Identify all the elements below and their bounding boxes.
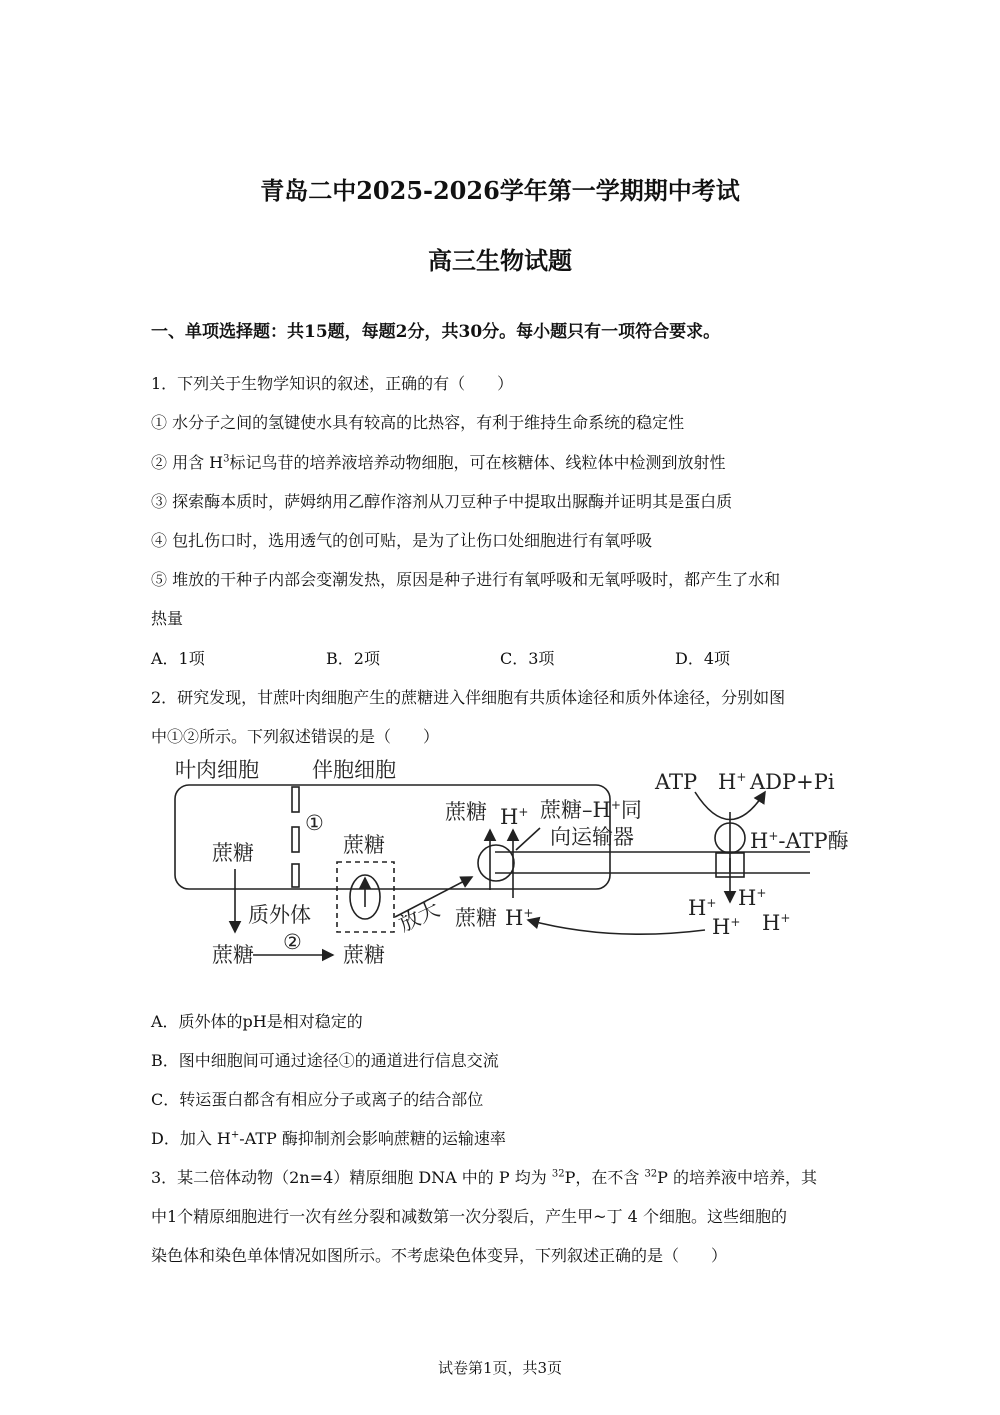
q1-option-d: D．4项 [675, 649, 731, 668]
label-h-bottom: H+ [505, 906, 534, 930]
exam-subtitle: 高三生物试题 [428, 246, 572, 275]
label-sucrose-4: 蔗糖 [343, 943, 385, 967]
label-atp: ATP [655, 770, 698, 794]
label-h-1: H+ [688, 896, 717, 920]
q2-stem-cont: 中①②所示。下列叙述错误的是（ ） [151, 727, 440, 746]
q1-item-3: ③ 探索酶本质时，萨姆纳用乙醇作溶剂从刀豆种子中提取出脲酶并证明其是蛋白质 [151, 492, 733, 511]
q1-stem: 1．下列关于生物学知识的叙述，正确的有（ ） [151, 374, 514, 393]
q2-stem: 2．研究发现，甘蔗叶肉细胞产生的蔗糖进入伴细胞有共质体途径和质外体途径，分别如图 [151, 688, 786, 707]
q1-item-2: ② 用含 $H^3$标记鸟苷的培养液培养动物细胞，可在核糖体、线粒体中检测到放射性 [151, 453, 726, 472]
q3-stem-cont-2: 染色体和染色单体情况如图所示。不考虑染色体变异，下列叙述正确的是（ ） [151, 1246, 728, 1265]
label-apoplast: 质外体 [248, 903, 311, 927]
q3-stem-cont-1: 中1个精原细胞进行一次有丝分裂和减数第一次分裂后，产生甲~丁 4 个细胞。这些细胞的 [151, 1207, 787, 1226]
exam-title: 青岛二中2025-2026学年第一学期期中考试 [260, 176, 740, 205]
label-sucrose-5: 蔗糖 [445, 800, 487, 824]
label-h-atp: H+ [718, 770, 747, 794]
plasmodesma-1 [292, 787, 299, 812]
label-sucrose-3: 蔗糖 [212, 943, 254, 967]
sucrose-transport-figure [150, 752, 870, 974]
q1-item-1: ① 水分子之间的氢键使水具有较高的比热容，有利于维持生命系统的稳定性 [151, 413, 685, 432]
label-symporter-1: 蔗糖–H+同 [540, 798, 642, 822]
label-mesophyll: 叶肉细胞 [175, 758, 259, 782]
q2-option-a: A．质外体的pH是相对稳定的 [151, 1012, 363, 1031]
q1-option-a: A．1项 [151, 649, 205, 668]
q1-item-4: ④ 包扎伤口时，选用透气的创可贴，是为了让伤口处细胞进行有氧呼吸 [151, 531, 653, 550]
plasmodesma-3 [292, 864, 299, 887]
symporter-circle [478, 845, 514, 881]
page-footer: 试卷第1页，共3页 [437, 1359, 563, 1377]
q2-option-d: D．加入 H+-ATP 酶抑制剂会影响蔗糖的运输速率 [151, 1129, 506, 1148]
plasmodesma-2 [292, 827, 299, 852]
label-adp: ADP+Pi [750, 770, 835, 794]
label-h-2: H+ [738, 886, 767, 910]
label-sucrose-6: 蔗糖 [455, 906, 497, 930]
section-heading: 一、单项选择题：共15题，每题2分，共30分。每小题只有一项符合要求。 [151, 322, 721, 342]
q3-stem: 3．某二倍体动物（2n=4）精原细胞 DNA 中的 P 均为 $^{32}$P，在不含 $^{32}$P 的培养液中培养，其 [151, 1168, 818, 1187]
q2-option-b: B．图中细胞间可通过途径①的通道进行信息交流 [151, 1051, 499, 1070]
q2-option-c: C．转运蛋白都含有相应分子或离子的结合部位 [151, 1090, 484, 1109]
q1-option-b: B．2项 [326, 649, 380, 668]
q1-option-c: C．3项 [500, 649, 555, 668]
label-sucrose-1: 蔗糖 [212, 841, 254, 865]
label-symporter-2: 向运输器 [550, 825, 634, 849]
label-sucrose-2: 蔗糖 [343, 833, 385, 857]
label-companion: 伴胞细胞 [312, 758, 396, 782]
label-path-2: ② [283, 930, 302, 954]
q1-item-5-cont: 热量 [151, 609, 184, 628]
label-h-3: H+ [712, 915, 741, 939]
q1-item-5: ⑤ 堆放的干种子内部会变潮发热，原因是种子进行有氧呼吸和无氧呼吸时，都产生了水和 [151, 570, 781, 589]
label-path-1: ① [305, 811, 324, 835]
label-h-top: H+ [500, 805, 529, 829]
label-h-4: H+ [762, 911, 791, 935]
label-magnify: 放大 [394, 897, 444, 937]
label-atpase: H+-ATP酶 [750, 829, 849, 853]
